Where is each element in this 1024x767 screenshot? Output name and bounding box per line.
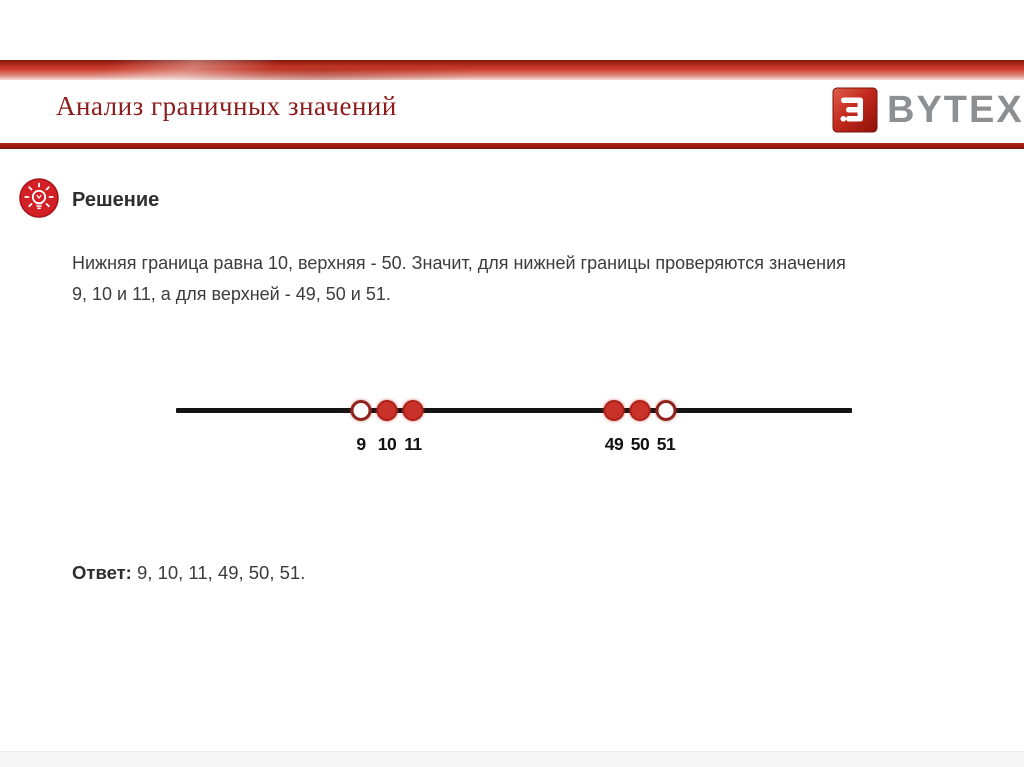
answer-values: 9, 10, 11, 49, 50, 51. [137, 562, 306, 583]
solution-paragraph [72, 248, 1002, 310]
number-line-point-label: 49 [604, 434, 624, 454]
page-title: Анализ граничных значений [56, 91, 397, 121]
number-line-point [351, 400, 372, 421]
red-bar-shadow-swoosh [55, 68, 585, 80]
number-line-point-label: 10 [377, 434, 397, 454]
number-line-point-label: 11 [404, 434, 422, 454]
answer-line [72, 562, 305, 584]
solution-paragraph-line2: 9, 10 и 11, а для верхней - 49, 50 и 51. [72, 284, 391, 304]
number-line-point [403, 400, 424, 421]
number-line-point-label: 9 [356, 434, 366, 454]
number-line-point [630, 400, 651, 421]
number-line-axis [176, 408, 852, 413]
solution-paragraph-line1: Нижняя граница равна 10, верхняя - 50. Значит, для нижней границы проверяются значения [72, 253, 846, 273]
answer-label: Ответ: [72, 562, 132, 583]
number-line-point [656, 400, 677, 421]
number-line-point [377, 400, 398, 421]
header-red-bar [0, 60, 1024, 80]
number-line-point-label: 50 [630, 434, 650, 454]
number-line-point-label: 51 [656, 434, 676, 454]
solution-heading: Решение [72, 189, 160, 211]
lightbulb-icon [19, 178, 59, 218]
number-line-point [604, 400, 625, 421]
header-divider-line [0, 143, 1024, 149]
bytex-logo [832, 87, 1024, 133]
bytex-logo-text: BYTEX [887, 89, 1024, 131]
bytex-logo-icon [832, 87, 878, 133]
number-line [176, 390, 852, 465]
footer-strip [0, 751, 1024, 767]
